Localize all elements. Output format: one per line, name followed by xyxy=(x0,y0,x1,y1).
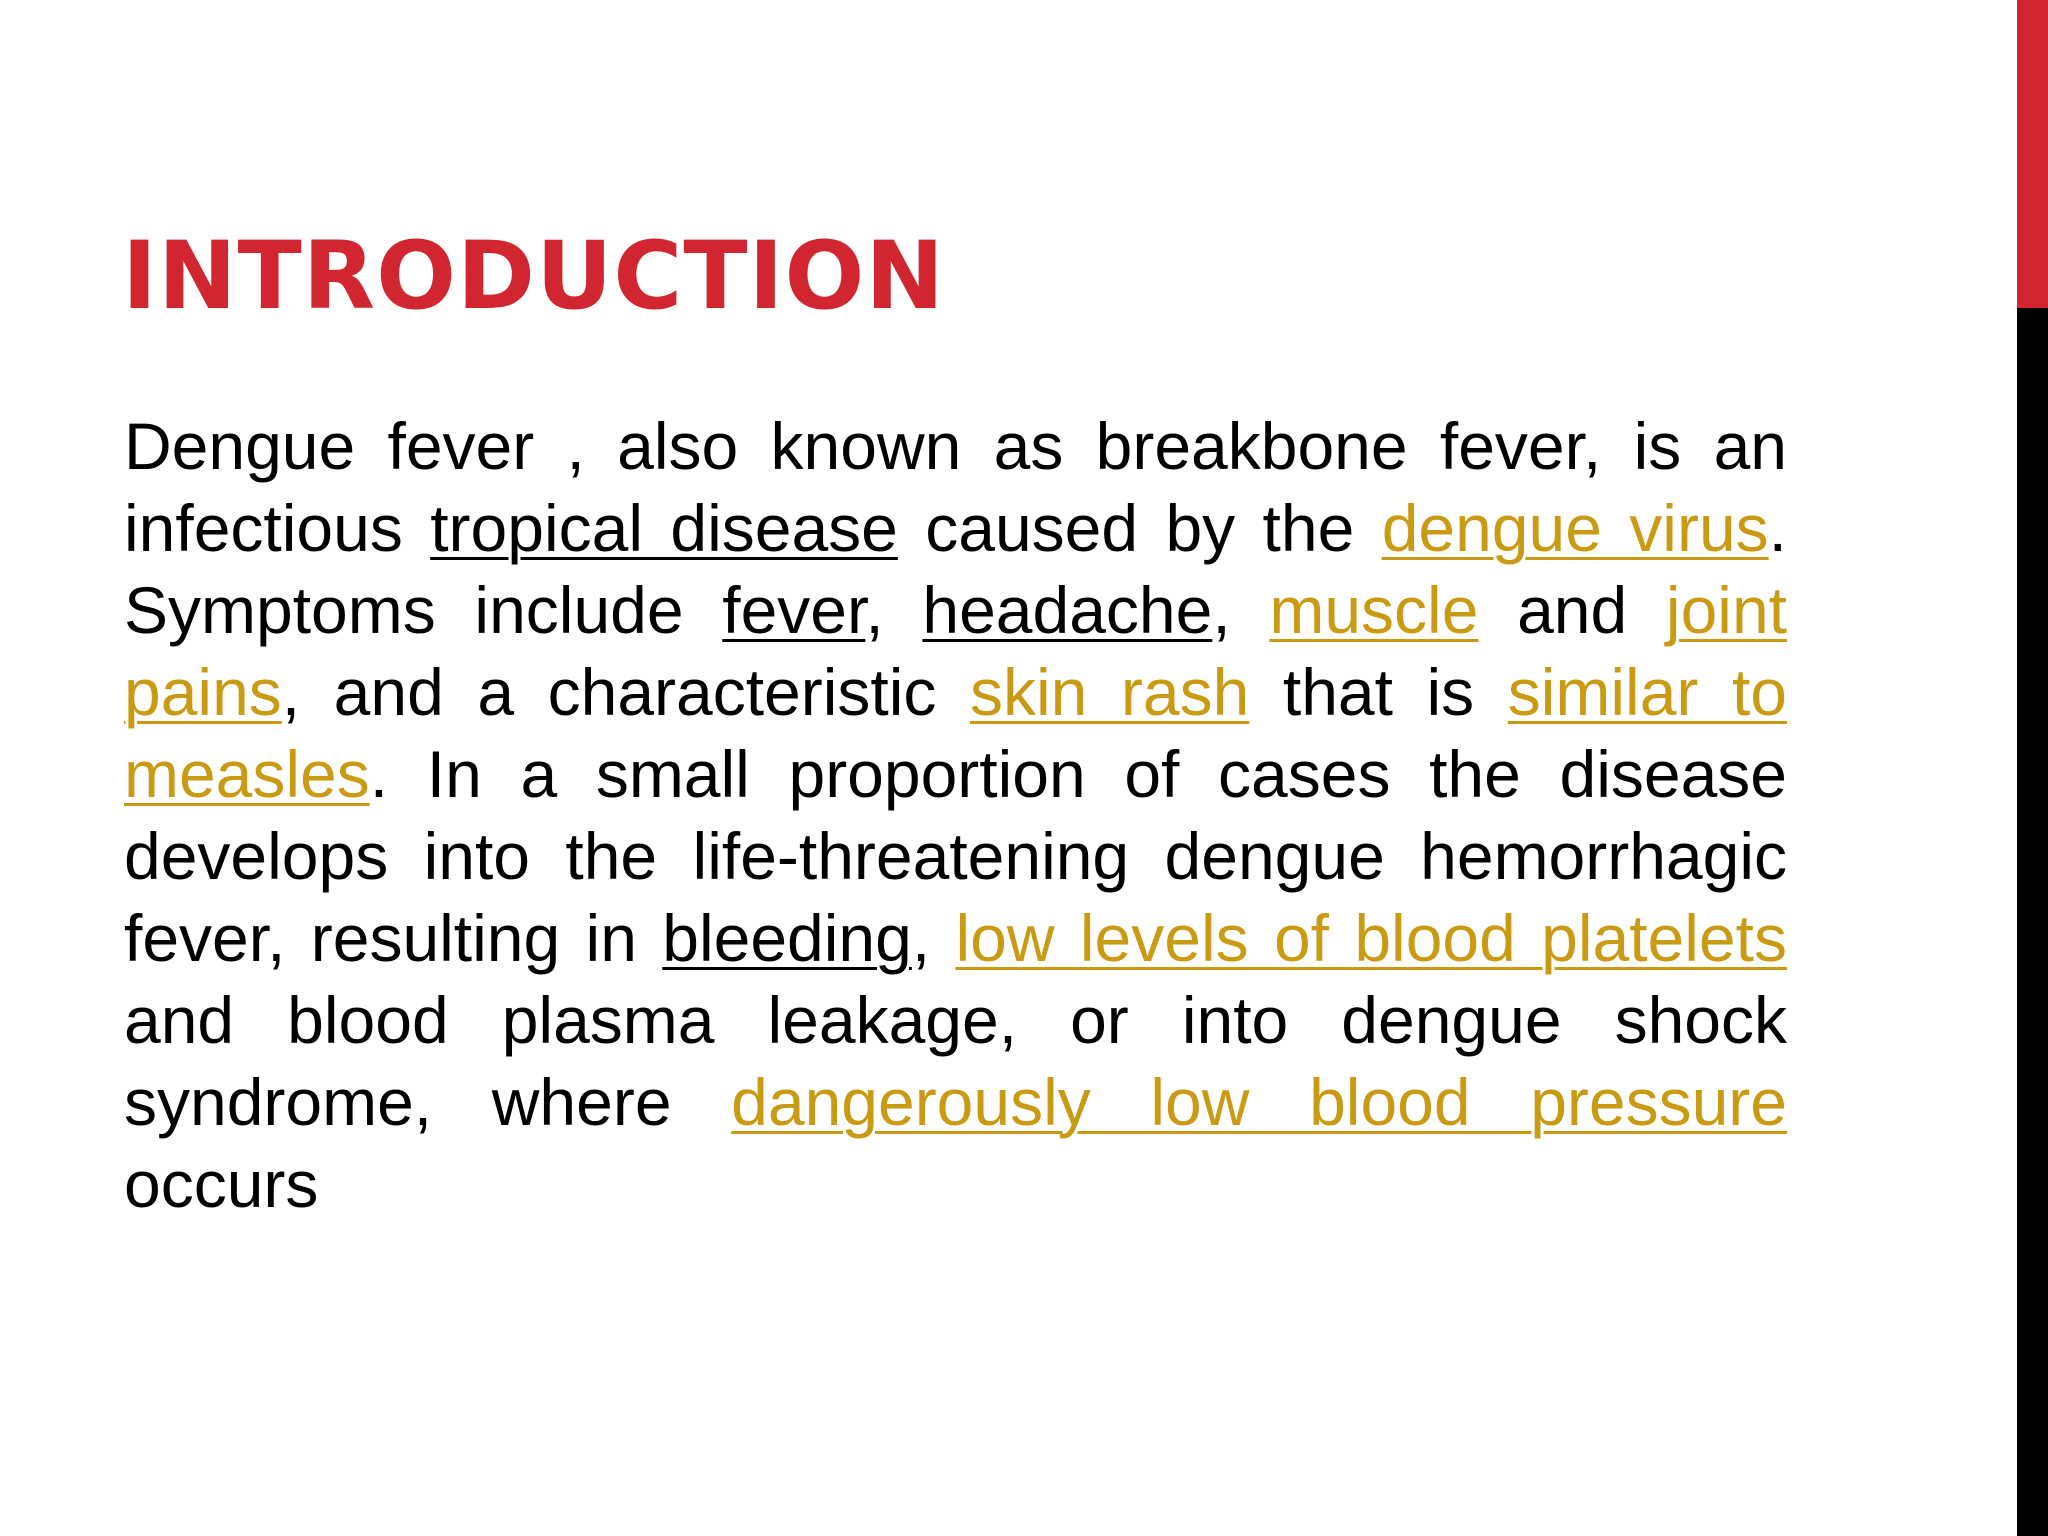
underlined-term-bleeding: bleeding xyxy=(662,901,912,975)
underlined-term-tropical-disease: tropical disease xyxy=(430,491,898,565)
text-segment: , and a characteristic xyxy=(281,655,970,729)
link-similar-to-measles[interactable]: similar to measles xyxy=(124,655,1787,811)
link-low-blood-pressure[interactable]: dangerously low blood pressure xyxy=(731,1065,1787,1139)
link-joint-pains[interactable]: joint pains xyxy=(124,573,1787,729)
text-segment: and blood plasma leakage, or into dengue shock syndrome, where xyxy=(124,983,1787,1139)
accent-bar-black xyxy=(2017,308,2048,1536)
text-segment: . In a small proportion of cases the disease develops into the life-threatening dengue hemorrhagic fever, resulting in xyxy=(124,737,1787,975)
link-muscle[interactable]: muscle xyxy=(1269,573,1479,647)
text-segment: . Symptoms include xyxy=(124,491,1787,647)
text-segment: and xyxy=(1478,573,1666,647)
text-segment: Dengue fever , also known as breakbone fever, is an infectious xyxy=(124,409,1787,565)
text-segment: occurs xyxy=(124,1147,319,1221)
link-skin-rash[interactable]: skin rash xyxy=(969,655,1250,729)
introduction-paragraph xyxy=(124,405,1787,1225)
link-low-blood-platelets[interactable]: low levels of blood platelets xyxy=(955,901,1787,975)
text-segment: that is xyxy=(1249,655,1508,729)
text-segment: , xyxy=(1212,573,1270,647)
slide-title: INTRODUCTION xyxy=(122,222,946,331)
accent-bar-red xyxy=(2017,0,2048,308)
link-dengue-virus[interactable]: dengue virus xyxy=(1381,491,1769,565)
text-segment: , xyxy=(865,573,923,647)
underlined-term-headache: headache xyxy=(922,573,1213,647)
text-segment: caused by the xyxy=(897,491,1382,565)
underlined-term-fever: fever xyxy=(722,573,866,647)
text-segment: , xyxy=(911,901,956,975)
